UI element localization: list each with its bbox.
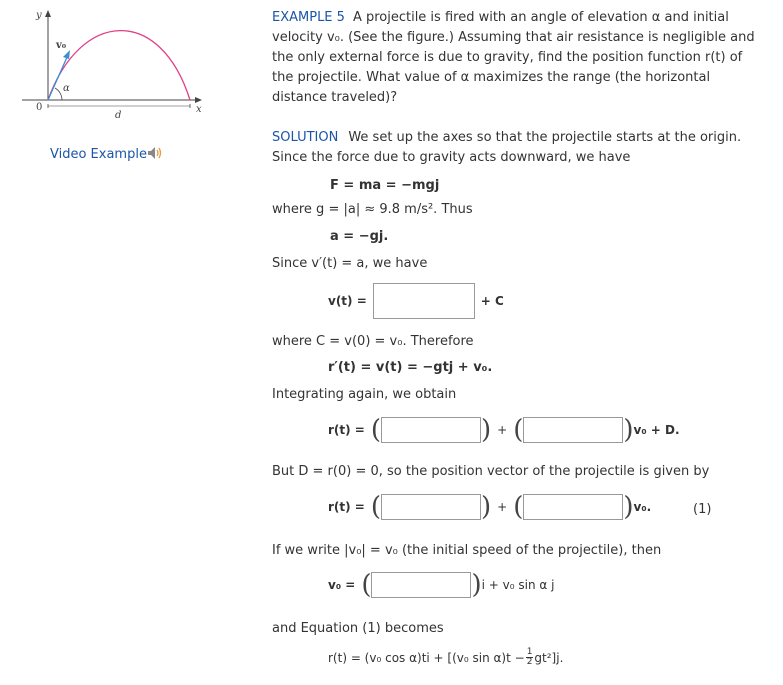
final-position-equation (328, 648, 563, 667)
velocity-eq-suffix: + C (480, 294, 504, 308)
solution-text: We set up the axes so that the projectile starts at the origin. Since the force due to gravity acts downward, we have (272, 130, 742, 165)
x-label: x (196, 104, 202, 115)
integrating-text: Integrating again, we obtain (272, 387, 457, 402)
equation-becomes-text: and Equation (1) becomes (272, 621, 444, 636)
video-example-label[interactable]: Video Example (50, 147, 147, 162)
initial-velocity-equation: v₀ = ( ) i + v₀ sin α j (328, 570, 555, 600)
rprime-equation: r′(t) = v(t) = −gtj + v₀. (328, 360, 493, 375)
one-half-fraction (526, 648, 534, 667)
d-label: d (115, 110, 122, 121)
position-eq-plus: + (497, 423, 508, 437)
example-text: A projectile is fired with an angle of elevation α and initial velocity v₀. (See the figure.) Assuming that air resistance is negligible and the only external force is due to gravity, find the position function r(t) of the projectile. What value of α maximizes the range (the horizontal distance traveled)? (272, 10, 755, 105)
equation-number: (1) (693, 502, 712, 517)
v0-eq-prefix: v₀ = (328, 578, 356, 592)
but-text: But D = r(0) = 0, so the position vector of the projectile is given by (272, 464, 710, 479)
position-equation-general: r(t) = ( ) + ( ) v₀ + D. (328, 415, 680, 445)
velocity-answer-input[interactable] (373, 283, 475, 319)
position-eq-suffix: v₀ + D. (633, 423, 680, 437)
position-term2-input[interactable] (523, 417, 623, 443)
fraction-numerator: 1 (526, 647, 533, 657)
if-we-write-text: If we write |v₀| = v₀ (the initial speed of the projectile), then (272, 543, 662, 558)
position-equation-1: r(t) = ( ) + ( ) v₀. (328, 492, 652, 522)
solution-label: SOLUTION (272, 130, 339, 145)
gravity-text: where g = |a| ≈ 9.8 m/s². Thus (272, 202, 473, 217)
position1-term1-input[interactable] (381, 494, 481, 520)
position1-eq-suffix: v₀. (633, 500, 652, 514)
acceleration-equation: a = −gj. (330, 229, 389, 244)
example-heading: EXAMPLE 5 (272, 10, 345, 25)
solution-paragraph (272, 128, 762, 168)
position-term1-input[interactable] (381, 417, 481, 443)
example-paragraph (272, 8, 762, 108)
projectile-figure (0, 0, 210, 125)
fraction-denominator: 2 (526, 657, 533, 667)
y-axis-arrow (45, 10, 51, 17)
angle-arc (55, 88, 62, 100)
position1-eq-prefix: r(t) = (328, 500, 365, 514)
final-eq-part-b: gt²]j. (534, 650, 564, 665)
speaker-icon[interactable] (147, 146, 165, 160)
velocity-equation (328, 283, 504, 319)
origin-label: 0 (36, 102, 43, 113)
v0-component-input[interactable] (371, 572, 471, 598)
video-example-link[interactable] (50, 146, 165, 162)
position1-term2-input[interactable] (523, 494, 623, 520)
v0-eq-suffix: i + v₀ sin α j (481, 578, 555, 592)
force-equation: F = ma = −mgj (330, 178, 440, 193)
therefore-text: where C = v(0) = v₀. Therefore (272, 334, 474, 349)
velocity-arrowhead (63, 50, 70, 59)
v0-label: v₀ (56, 40, 67, 51)
x-axis-arrow (195, 97, 202, 103)
position1-eq-plus: + (497, 500, 508, 514)
position-eq-prefix: r(t) = (328, 423, 365, 437)
alpha-label: α (63, 83, 70, 94)
final-eq-part-a: r(t) = (v₀ cos α)ti + [(v₀ sin α)t − (328, 650, 525, 665)
y-label: y (36, 10, 42, 21)
since-text: Since v′(t) = a, we have (272, 256, 428, 271)
velocity-eq-prefix: v(t) = (328, 294, 367, 308)
